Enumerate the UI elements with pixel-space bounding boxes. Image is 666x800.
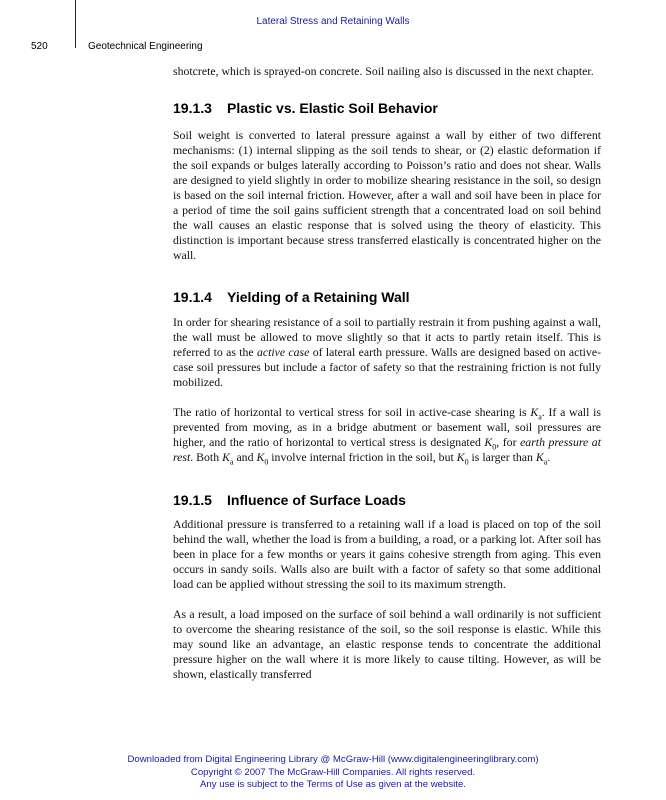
section-heading-plastic-elastic [173, 99, 601, 117]
text-run: . [547, 450, 551, 464]
paragraph: Soil weight is converted to lateral pressure against a wall by either of two different mechanisms: (1) internal slipping as the soil tends to shear, or (2) elastic deformation if the soil expands or bulges laterally according to Poisson’s ratio and does not shear. Walls are designed to yield slightly in order to mobilize shearing resistance in the soil, so design is based on the soil internal friction. However, after a wall and soil have been in place for a period of time the soil gains sufficient strength that a concentrated load on soil behind the wall causes an elastic response that is solved using the theory of elasticity. This distinction is important because stress transferred elastically is concentrated higher on the wall. [173, 128, 601, 262]
subscript-a: a [229, 457, 234, 467]
intro-paragraph: shotcrete, which is sprayed-on concrete. Soil nailing also is discussed in the next chapter. [173, 64, 594, 78]
page-body [173, 64, 601, 682]
page-number: 520 [31, 41, 48, 52]
section-title: Yielding of a Retaining Wall [227, 289, 410, 305]
subscript-a: a [543, 457, 548, 467]
text-run: of lateral earth pressure. Walls are designed based on active-case soil pressures but include a factor of safety so that the restraining friction is not fully mobilized. [173, 345, 601, 389]
running-head: Lateral Stress and Retaining Walls [256, 16, 410, 27]
emphasis-earth-pressure: earth pressure at rest [173, 435, 601, 464]
download-footer [0, 754, 666, 792]
text-run: The ratio of horizontal to vertical stress for soil in active-case shearing is [173, 405, 531, 419]
text-run: . If a wall is prevented from moving, as in a bridge abutment or basement wall, soil pressures are higher, and the ratio of horizontal to vertical stress is designated [173, 405, 601, 449]
symbol-k: K [456, 450, 465, 464]
paragraph: As a result, a load imposed on the surface of soil behind a wall ordinarily is not sufficient to overcome the shearing resistance of the soil, so the soil response is elastic. While this may sound like an advantage, an elastic response tends to concentrate the additional pressure higher on the wall where it is more likely to cause tilting. However, as will be shown, elastically transferred [173, 607, 601, 681]
section-number: 19.1.5 [173, 492, 212, 508]
paragraph-earth-pressure [173, 405, 601, 465]
section-heading-surface-loads [173, 491, 601, 509]
symbol-k0 [457, 450, 465, 464]
footer-line-download[interactable]: Downloaded from Digital Engineering Library @ McGraw-Hill (www.digitalengineeringlibrary.com) [127, 754, 539, 765]
symbol-k: K [484, 435, 493, 449]
text-run: In order for shearing resistance of a soil to partially restrain it from pushing against a wall, the wall must be allowed to move slightly so that it acts to partly retain itself. This is referred to as the [173, 315, 601, 359]
footer-line-copyright: Copyright © 2007 The McGraw-Hill Companies. All rights reserved. [190, 766, 476, 778]
symbol-k: K [535, 450, 544, 464]
text-run: , for [496, 435, 521, 449]
text-run: . Both [190, 450, 223, 464]
footer-line-terms[interactable]: Any use is subject to the Terms of Use as given at the website. [200, 779, 466, 790]
text-run: involve internal friction in the soil, but [268, 450, 457, 464]
header-vertical-rule [75, 0, 76, 48]
symbol-ka [536, 450, 544, 464]
book-title: Geotechnical Engineering [88, 41, 203, 52]
section-title: Influence of Surface Loads [227, 492, 406, 508]
text-run: is larger than [468, 450, 536, 464]
section-title: Plastic vs. Elastic Soil Behavior [227, 100, 438, 116]
subscript-0: 0 [264, 457, 269, 467]
section-number: 19.1.3 [173, 100, 212, 116]
paragraph: Additional pressure is transferred to a retaining wall if a load is placed on top of the soil behind the wall, whether the load is from a building, a road, or a parking lot. After soil has been in place for a few months or years it gains cohesive strength from aging. This even occurs in sandy soils. Walls also are built with a factor of safety so that some additional load can be applied without stressing the soil to its maximum strength. [173, 517, 601, 591]
symbol-k: K [256, 450, 265, 464]
symbol-k: K [530, 405, 539, 419]
subscript-0: 0 [492, 442, 497, 452]
symbol-ka [222, 450, 230, 464]
subscript-0: 0 [464, 457, 469, 467]
symbol-k: K [222, 450, 230, 464]
text-run: and [233, 450, 257, 464]
emphasis-active-case: active case [256, 345, 310, 359]
section-heading-yielding [173, 288, 601, 306]
paragraph-active-case [173, 315, 601, 390]
section-number: 19.1.4 [173, 289, 212, 305]
subscript-a: a [538, 412, 542, 422]
